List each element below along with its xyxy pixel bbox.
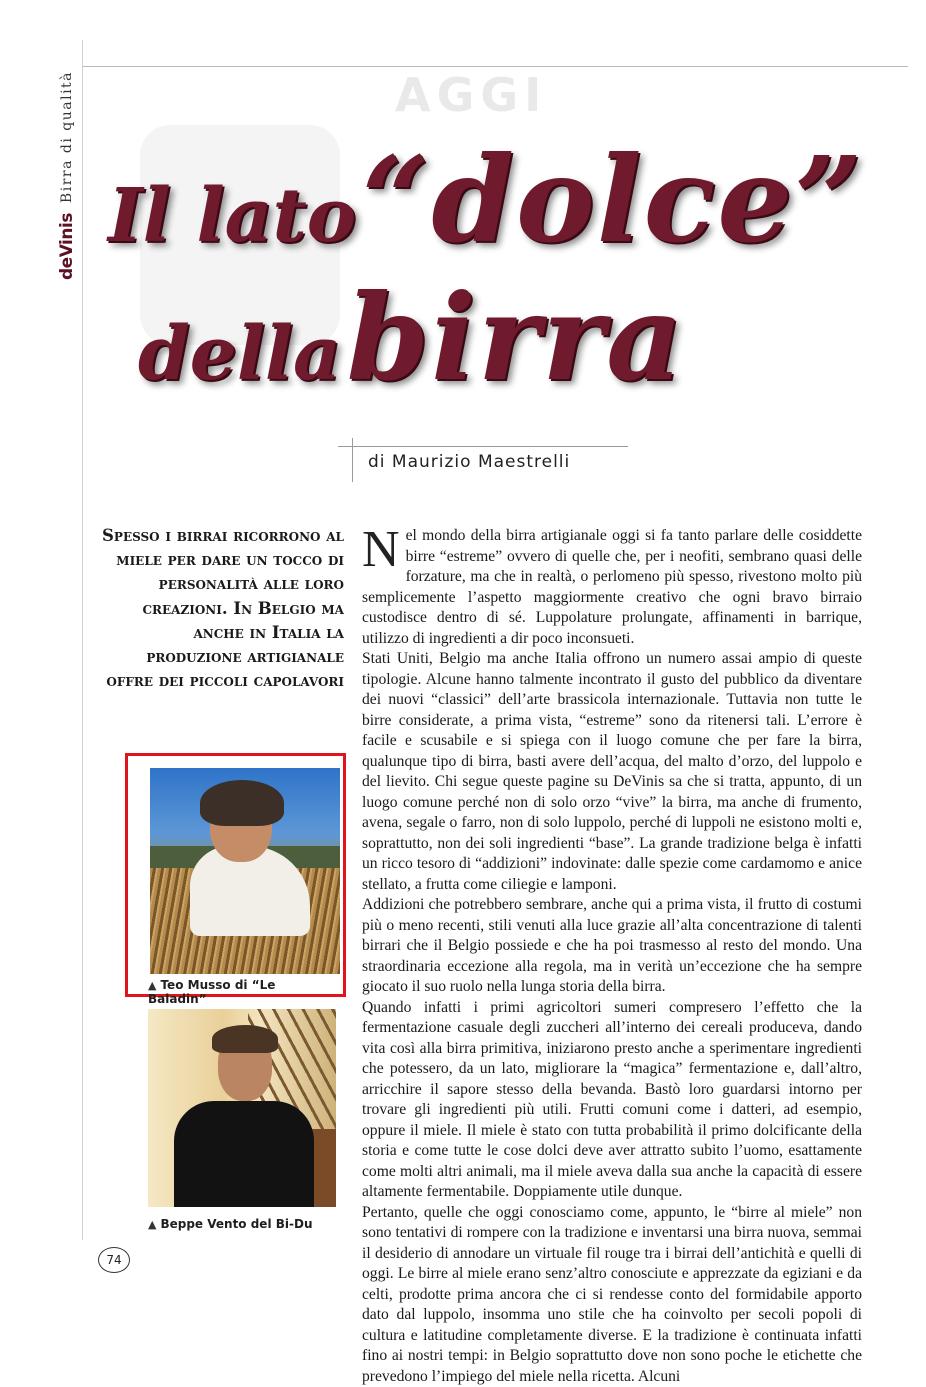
page-number: 74 — [98, 1247, 130, 1273]
photo-caption-text: Beppe Vento del Bi-Du — [160, 1217, 312, 1231]
byline-horizontal-rule — [338, 446, 628, 447]
photo-teo-musso — [150, 768, 340, 974]
paragraph: Pertanto, quelle che oggi conosciamo come, appunto, le “birre al miele” non sono tentativi di rompere con la tradizione e inventarsi una birra nuova, semmai il desiderio di annodare un virtuale fil rouge tra i birrai dell’antichità e quelli di oggi. Le birre al miele erano senz’altro conosciute e apprezzate da egiziani e da celti, prodotte prima ancora che ci si rendesse conto del formidabile apporto dato dal luppolo, insomma uno stile che ha coinvolto per secoli popoli di cultura e latitudine completamente diverse. E la tradizione è continuata infatti fino ai nostri tempi: in Belgio soprattutto dove non sono poche le etichette che prevedono l’impiego del miele nella ricetta. Alcuni — [362, 1203, 862, 1387]
article-title — [100, 130, 910, 430]
title-line-2-main: birra — [347, 268, 685, 407]
triangle-icon: ▲ — [148, 979, 156, 992]
byline-vertical-rule — [352, 438, 353, 482]
title-line-2-prefix: della — [138, 311, 341, 397]
article-body — [362, 526, 862, 1387]
triangle-icon: ▲ — [148, 1218, 156, 1231]
photo-caption-text: Teo Musso di “Le Baladin” — [148, 978, 275, 1006]
background-watermark-text: AGGI — [395, 68, 775, 128]
drop-cap: N — [362, 530, 400, 570]
author-byline: di Maurizio Maestrelli — [368, 452, 768, 472]
photo-highlight-frame — [125, 753, 346, 997]
paragraph — [362, 526, 862, 649]
section-label: Birra di qualità — [59, 71, 75, 203]
left-margin-rule — [82, 40, 83, 1240]
paragraph: Quando infatti i primi agricoltori sumeri compresero l’effetto che la fermentazione casuale degli zuccheri all’interno dei cereali produceva, dando vita così alla birra primitiva, iniziarono presto anche a sperimentare ingredienti che potessero, da un lato, migliorare la “magica” fermentazione e, dall’altro, arricchire il sapore stesso della bevanda. Bastò loro guardarsi intorno per trovare gli ingredienti più utili. Frutti comuni come i datteri, ad esempio, oppure il miele. Il miele è stato con tutta probabilità il primo dolcificante della storia e come tutte le cose dolci deve aver attratto subito l’uomo, esattamente come molti altri animali, ma il miele aveva dalla sua anche la capacità di essere altamente fermentabile. Doppiamente utile dunque. — [362, 998, 862, 1203]
photo-caption — [148, 1217, 348, 1231]
photo-beppe-vento — [148, 1009, 336, 1207]
photo-caption — [148, 978, 338, 1006]
title-line-1 — [108, 130, 864, 269]
lede-summary: Spesso i birrai ricorrono al miele per dare un tocco di personalità alle loro creazioni. In Belgio ma anche in Italia la produzione artigianale offre dei piccoli capolavori — [96, 524, 344, 693]
paragraph: Stati Uniti, Belgio ma anche Italia offrono un numero assai ampio di queste tipologie. Alcune hanno talmente incontrato il gusto del pubblico da diventare dei nuovi “classici” dell’arte brassicola internazionale. Tuttavia non tutte le birre considerate, a prima vista, “estreme” sono da ritenersi tali. L’errore è facile e scusabile e si spiega con il luogo comune che per fare la birra, qualunque tipo di birra, basti avere dell’acqua, del malto d’orzo, del luppolo e del lievito. Chi segue queste pagine su DeVinis sa che si tratta, appunto, di un luogo comune perché non di solo orzo “vive” la birra, ma anche di frumento, avena, segale o farro, non di solo luppolo, perché di luppoli ne esistono molti e, soprattutto, non dei soli ingredienti “base”. La grande tradizione belga è infatti un ricco tesoro di “addizioni” indovinate: dalle spezie come cardamomo e anice stellato, a frutta come ciliegie e lamponi. — [362, 649, 862, 895]
top-rule — [82, 66, 908, 67]
magazine-brand: deVinis — [57, 213, 77, 280]
title-line-2 — [138, 268, 685, 407]
title-line-1-main: “dolce” — [362, 130, 865, 269]
paragraph: Addizioni che potrebbero sembrare, anche qui a prima vista, il frutto di costumi più o meno recenti, stili venuti alla luce grazie all’alta concentrazione di talenti birrari che il Belgio possiede e che ha poi trasmesso al resto del mondo. Una straordinaria eccezione alla regola, ma in verità un’eccezione che ha sempre giocato il suo ruolo nella lunga storia della birra. — [362, 895, 862, 998]
running-header — [52, 20, 82, 280]
paragraph-text: el mondo della birra artigianale oggi si fa tanto parlare delle cosiddette birre “estreme” ovvero di quelle che, per i neofiti, sembrano quasi delle forzature, ma che in realtà, o perlomeno più spesso, rivestono molto più semplicemente l’aspetto maggiormente creativo che ogni bravo birraio custodisce dentro di sé. Luppolature prolungate, affinamenti in barrique, utilizzo di ingredienti a dir poco inconsueti. — [362, 527, 862, 647]
title-line-1-prefix: Il lato — [108, 173, 356, 259]
